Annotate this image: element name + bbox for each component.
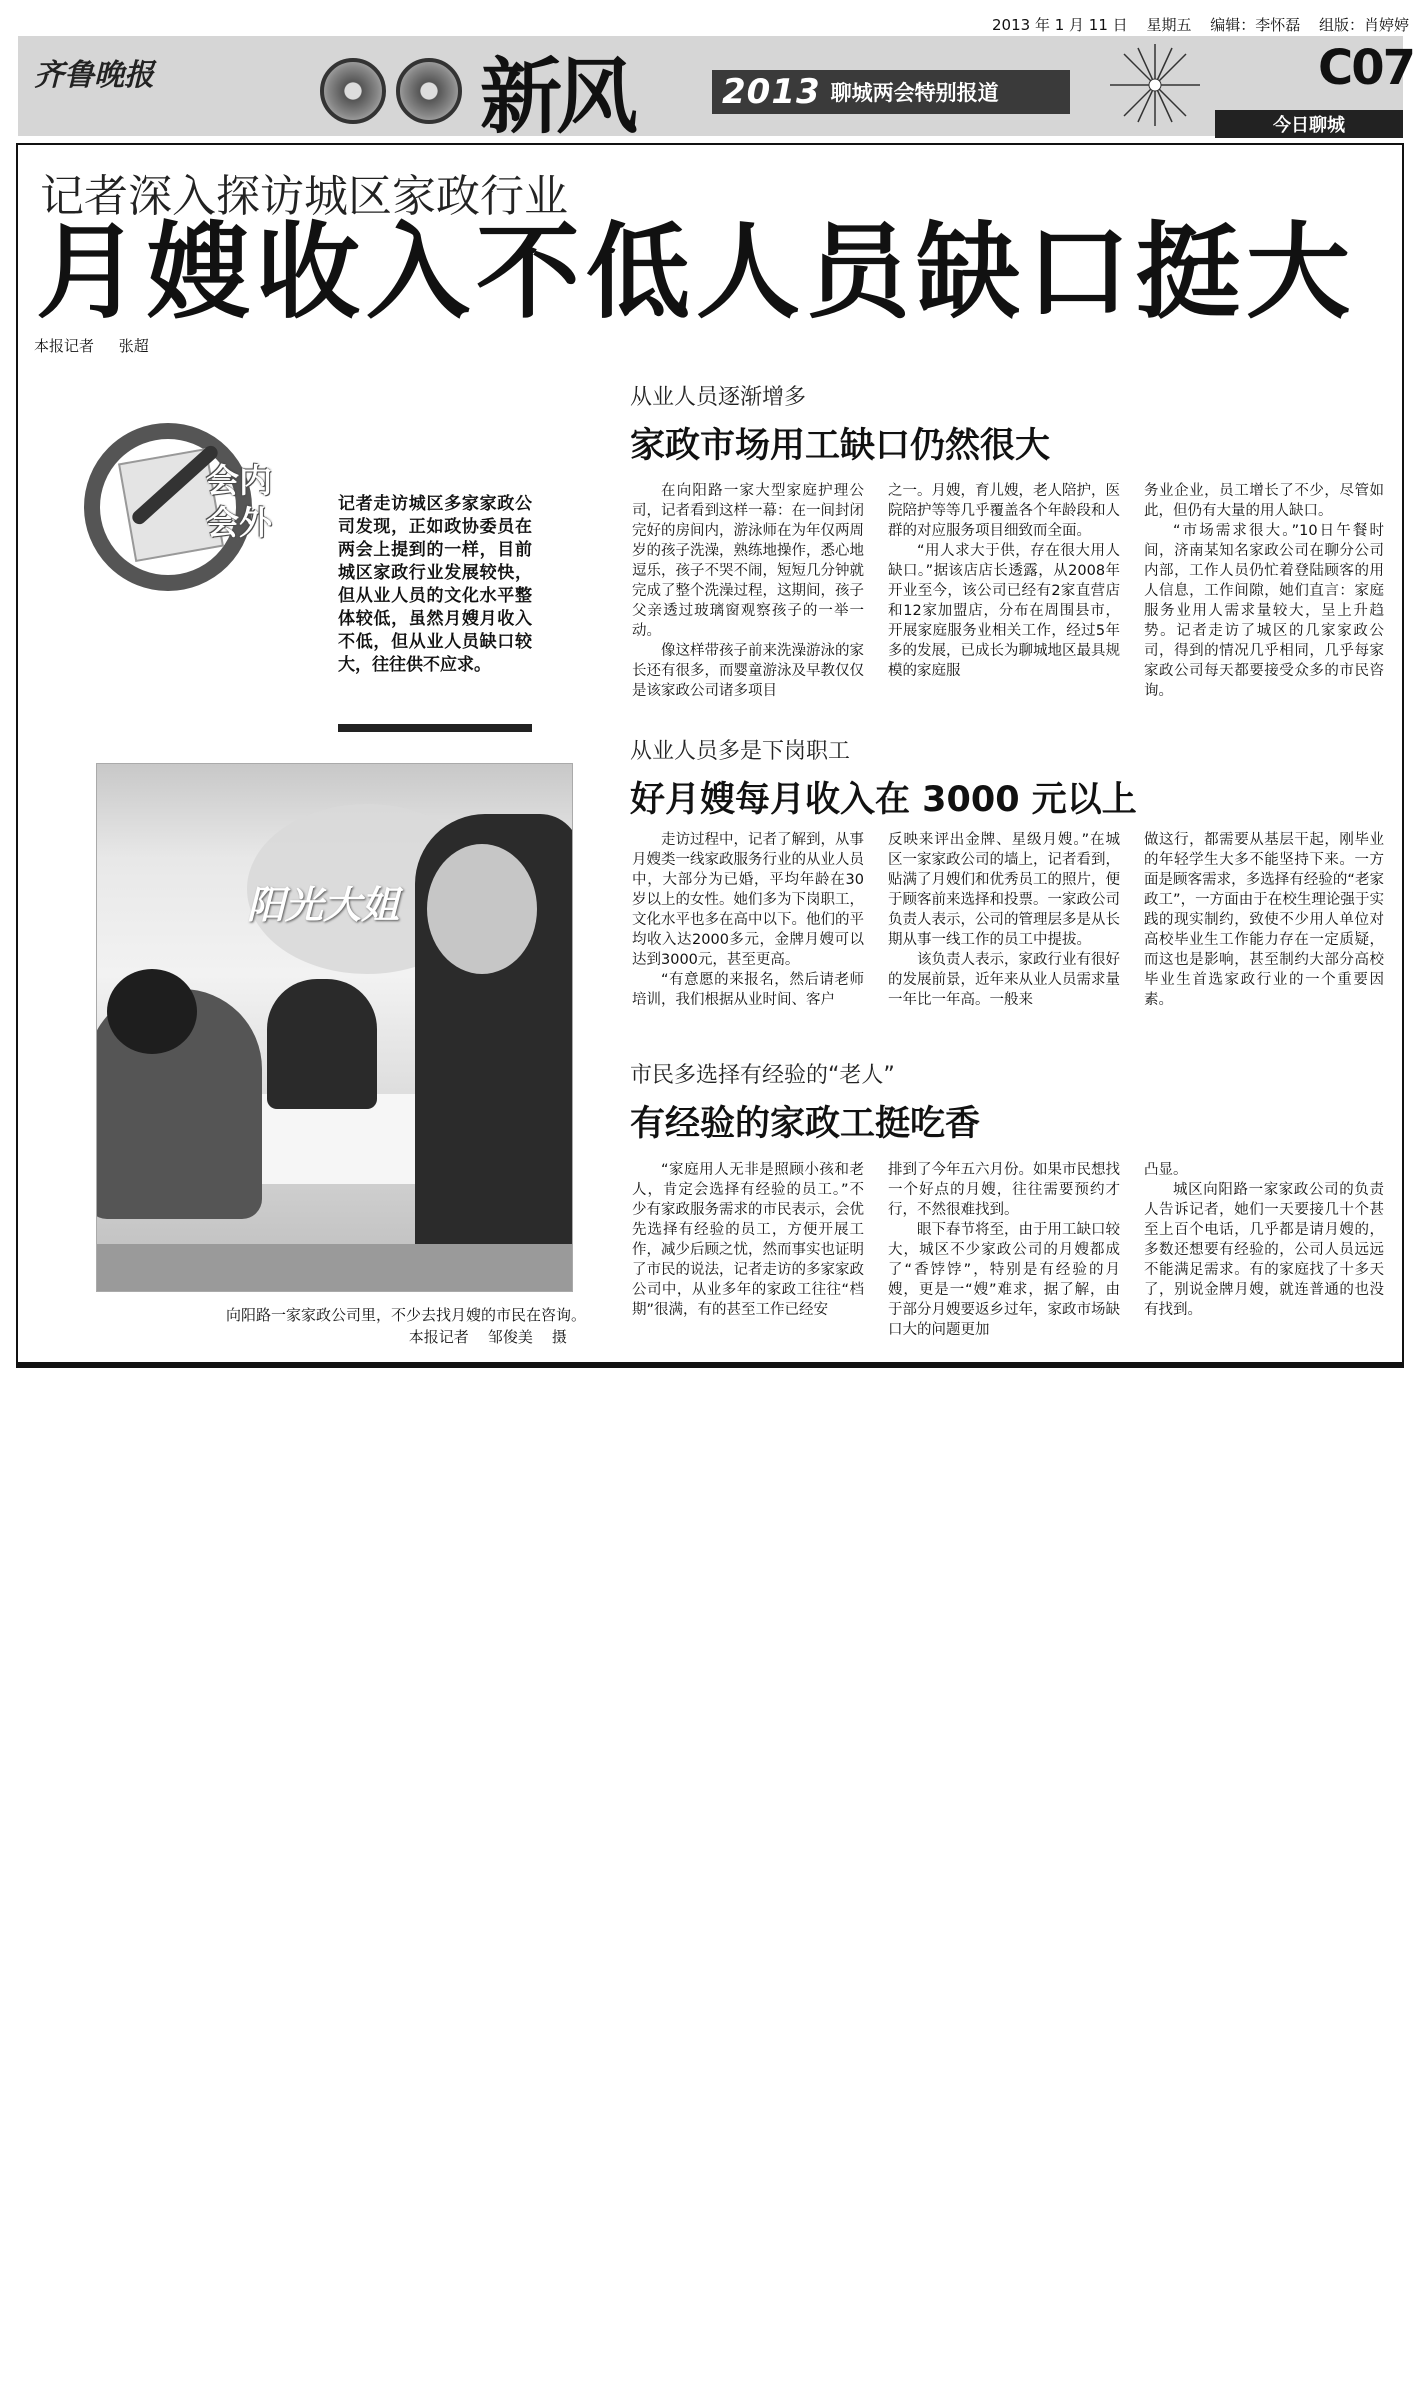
section-1-title: 家政市场用工缺口仍然很大 — [630, 426, 1051, 466]
section-tag: 今日聊城 — [1215, 110, 1403, 138]
frame-bottom-rule — [16, 1362, 1404, 1368]
special-text: 聊城两会特别报道 — [830, 81, 999, 105]
paragraph: “用人求大于供，存在很大用人缺口。”据该店店长透露，从2008年开业至今，该公司已经有2家直营店和12家加盟店，分布在周围县市，开展家庭服务业相关工作，经过5年多的发展，已成长为聊城地区最具规模的家庭服 — [888, 543, 1120, 679]
paragraph: “市场需求很大。”10日午餐时间，济南某知名家政公司在聊分公司内部，工作人员仍忙着登陆顾客的用人信息，工作间隙，她们直言：家庭服务业用人需求量较大，呈上升趋势。记者走访了城区的几家家政公司，得到的情况几乎相同，几乎每家家政公司每天都要接受众多的市民咨询。 — [1144, 523, 1384, 699]
section-1-col-1 — [632, 481, 864, 701]
paragraph: 像这样带孩子前来洗澡游泳的家长还有很多，而婴童游泳及早教仅仅是该家政公司诸多项目 — [632, 643, 864, 699]
photo-caption — [162, 1304, 586, 1348]
paragraph: 该负责人表示，家政行业有很好的发展前景，近年来从业人员需求量一年比一年高。一般来 — [888, 952, 1120, 1008]
section-2-title: 好月嫂每月收入在 3000 元以上 — [630, 780, 1137, 820]
section-3-title: 有经验的家政工挺吃香 — [630, 1104, 981, 1144]
article-photo — [96, 763, 573, 1292]
header-meta — [992, 14, 1417, 35]
paragraph: “家庭用人无非是照顾小孩和老人，肯定会选择有经验的员工。”不少有家政服务需求的市民表示，会优先选择有经验的员工，方便开展工作，减少后顾之忧，然而事实也证明了市民的说法，记者走访的多家家政公司中，从业多年的家政工往往“档期”很满，有的甚至工作已经安 — [632, 1162, 864, 1318]
article-kicker: 记者深入探访城区家政行业 — [40, 171, 568, 222]
paper-logo: 齐鲁晚报 — [34, 58, 154, 93]
photo-sign: 阳光大姐 — [247, 883, 400, 927]
section-1-col-3 — [1144, 481, 1384, 701]
paragraph: 做这行，都需要从基层干起，刚毕业的年轻学生大多不能坚持下来。一方面是顾客需求，多选择有经验的“老家政工”，一方面由于在校生理论强于实践的现实制约，致使不少用人单位对高校毕业生工作能力存在一定质疑，而这也是影响，甚至制约大部分高校毕业生首选家政行业的一个重要因素。 — [1144, 832, 1384, 1008]
paragraph: 眼下春节将至，由于用工缺口较大，城区不少家政公司的月嫂都成了“香饽饽”，特别是有经验的月嫂，更是一“嫂”难求，据了解，由于部分月嫂要返乡过年，家政市场缺口大的问题更加 — [888, 1222, 1120, 1338]
issue-weekday: 星期五 — [1146, 16, 1192, 34]
logo-text-2: 会外 — [206, 503, 272, 542]
section-2-col-3 — [1144, 830, 1384, 1010]
paragraph: 城区向阳路一家家政公司的负责人告诉记者，她们一天要接几十个甚至上百个电话，几乎都是请月嫂的，多数还想要有经验的，公司人员远远不能满足需求。有的家庭找了十多天了，别说金牌月嫂，就连普通的也没有找到。 — [1144, 1182, 1384, 1318]
logo-text — [206, 460, 272, 544]
editor-credit: 编辑：李怀磊 — [1210, 16, 1301, 34]
national-emblem-icon — [320, 58, 386, 124]
issue-date: 2013 年 1 月 11 日 — [992, 16, 1128, 34]
lead-rule — [338, 724, 532, 732]
article-lead: 记者走访城区多家家政公司发现，正如政协委员在两会上提到的一样，目前城区家政行业发展较快，但从业人员的文化水平整体较低，虽然月嫂月收入不低，但从业人员缺口较大，往往供不应求。 — [338, 494, 532, 675]
caption-line-1: 向阳路一家家政公司里，不少去找月嫂的市民在咨询。 — [225, 1306, 586, 1324]
paragraph: 凸显。 — [1144, 1162, 1188, 1178]
photo-person-middle — [267, 979, 377, 1109]
caption-verb: 摄 — [551, 1328, 567, 1346]
paragraph: 反映来评出金牌、星级月嫂。”在城区一家家政公司的墙上，记者看到，贴满了月嫂们和优秀员工的照片，便于顾客前来选择和投票。一家政公司负责人表示，公司的管理层多是从长期从事一线工作的员工中提拔。 — [888, 832, 1120, 948]
byline — [34, 335, 169, 356]
section-3-col-3 — [1144, 1160, 1384, 1320]
paragraph: “有意愿的来报名，然后请老师培训，我们根据从业时间、客户 — [632, 972, 864, 1008]
logo-text-1: 会内 — [206, 461, 272, 500]
section-2-col-1 — [632, 830, 864, 1010]
paragraph: 务业企业，员工增长了不少，尽管如此，但仍有大量的用人缺口。 — [1144, 483, 1384, 519]
layout-credit: 组版：肖婷婷 — [1319, 16, 1410, 34]
byline-role: 本报记者 — [34, 337, 95, 355]
firework-icon — [1100, 40, 1210, 130]
section-3-col-1 — [632, 1160, 864, 1320]
cppcc-emblem-icon — [396, 58, 462, 124]
paragraph: 走访过程中，记者了解到，从事月嫂类一线家政服务行业的从业人员中，大部分为已婚，平均年龄在30岁以上的女性。她们多为下岗职工，文化水平也多在高中以下。他们的平均收入达2000多元，金牌月嫂可以达到3000元，甚至更高。 — [632, 832, 864, 968]
page-code: C07 — [1318, 40, 1415, 96]
paragraph: 排到了今年五六月份。如果市民想找一个好点的月嫂，往往需要预约才行，不然很难找到。 — [888, 1162, 1120, 1218]
byline-name: 张超 — [118, 337, 149, 355]
section-1-col-2 — [888, 481, 1120, 681]
section-2-col-2 — [888, 830, 1120, 1010]
section-1-kicker: 从业人员逐渐增多 — [630, 385, 807, 410]
special-report-bar — [712, 70, 1070, 114]
paragraph: 在向阳路一家大型家庭护理公司，记者看到这样一幕：在一间封闭完好的房间内，游泳师在为年仅两周岁的孩子洗澡，熟练地操作，悉心地逗乐，孩子不哭不闹，短短几分钟就完成了整个洗澡过程，这期间，孩子父亲透过玻璃窗观察孩子的一举一动。 — [632, 483, 864, 639]
paragraph: 之一。月嫂，育儿嫂，老人陪护，医院陪护等等几乎覆盖各个年龄段和人群的对应服务项目细致而全面。 — [888, 483, 1120, 539]
article-headline: 月嫂收入不低人员缺口挺大 — [36, 211, 1357, 333]
special-year: 2013 — [722, 72, 821, 112]
caption-role: 本报记者 — [408, 1328, 469, 1346]
column-logo: 新风 — [480, 49, 633, 145]
caption-name: 邹俊美 — [487, 1328, 533, 1346]
section-2-kicker: 从业人员多是下岗职工 — [630, 739, 851, 764]
section-3-col-2 — [888, 1160, 1120, 1340]
section-3-kicker: 市民多选择有经验的“老人” — [630, 1063, 895, 1088]
